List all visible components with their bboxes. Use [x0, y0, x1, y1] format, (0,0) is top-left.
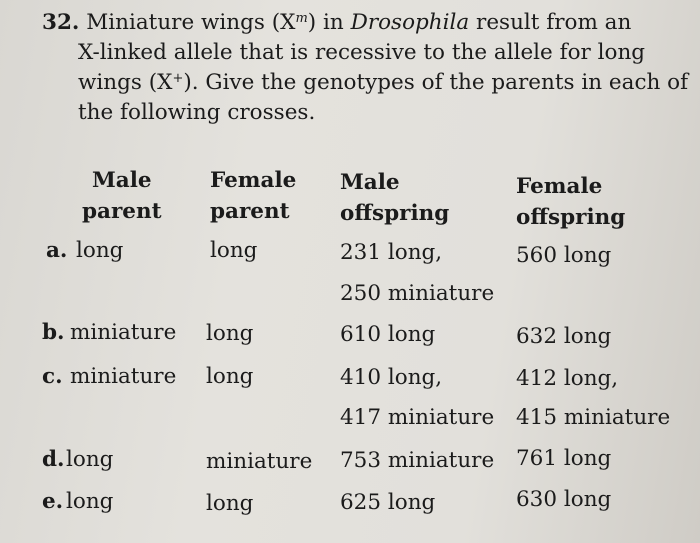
header-female-offspring-1: Female	[516, 174, 603, 199]
question-line-1-part-c: result from an	[469, 10, 632, 35]
row-a-letter: a.	[46, 238, 68, 263]
header-male-parent-1: Male	[92, 168, 152, 193]
row-a-male-offspring-2: 250 miniature	[340, 281, 495, 306]
row-a-female-offspring-1: 560 long	[516, 243, 612, 268]
superscript-m: m	[295, 11, 308, 26]
row-c-female-parent: long	[206, 364, 254, 389]
question-line-1	[42, 8, 682, 38]
row-e-male-offspring-1: 625 long	[340, 490, 436, 515]
row-c-male-parent: miniature	[70, 364, 177, 389]
row-c-female-offspring-1: 412 long,	[516, 366, 619, 391]
row-b-male-offspring-1: 610 long	[340, 322, 436, 347]
row-e-female-offspring-1: 630 long	[516, 487, 612, 512]
header-male-offspring-2: offspring	[340, 201, 450, 226]
row-c-female-offspring-2: 415 miniature	[516, 405, 671, 430]
question-number: 32.	[42, 10, 80, 35]
row-e-letter: e.	[42, 489, 64, 514]
header-female-parent-1: Female	[210, 168, 297, 193]
row-b-female-parent: long	[206, 321, 254, 346]
header-male-offspring-1: Male	[340, 170, 400, 195]
header-male-parent-2: parent	[82, 199, 162, 224]
question-line-4: the following crosses.	[78, 100, 316, 125]
row-d-female-offspring-1: 761 long	[516, 446, 612, 471]
question-line-1-part-b: ) in	[307, 10, 351, 35]
row-a-female-parent: long	[210, 238, 258, 263]
species-name: Drosophila	[350, 10, 470, 35]
question-line-1-part-a: Miniature wings (X	[86, 10, 296, 35]
row-b-letter: b.	[42, 320, 65, 345]
row-c-male-offspring-2: 417 miniature	[340, 405, 495, 430]
row-e-male-parent: long	[66, 489, 114, 514]
row-d-male-offspring-1: 753 miniature	[340, 448, 495, 473]
header-female-parent-2: parent	[210, 199, 290, 224]
question-line-3-part-b: ). Give the genotypes of the parents in each of	[183, 70, 689, 95]
row-a-male-offspring-1: 231 long,	[340, 240, 443, 265]
question-line-3-part-a: wings (X	[78, 70, 173, 95]
question-line-2: X-linked allele that is recessive to the allele for long	[78, 40, 646, 65]
row-a-male-parent: long	[76, 238, 124, 263]
row-c-male-offspring-1: 410 long,	[340, 365, 443, 390]
question-line-3	[42, 68, 689, 98]
row-d-female-parent: miniature	[206, 449, 313, 474]
question-text	[42, 8, 689, 128]
row-b-male-parent: miniature	[70, 320, 177, 345]
row-d-letter: d.	[42, 447, 65, 472]
superscript-plus: +	[172, 71, 184, 86]
row-b-female-offspring-1: 632 long	[516, 324, 612, 349]
row-c-letter: c.	[42, 364, 63, 389]
row-e-female-parent: long	[206, 491, 254, 516]
row-d-male-parent: long	[66, 447, 114, 472]
header-female-offspring-2: offspring	[516, 205, 626, 230]
